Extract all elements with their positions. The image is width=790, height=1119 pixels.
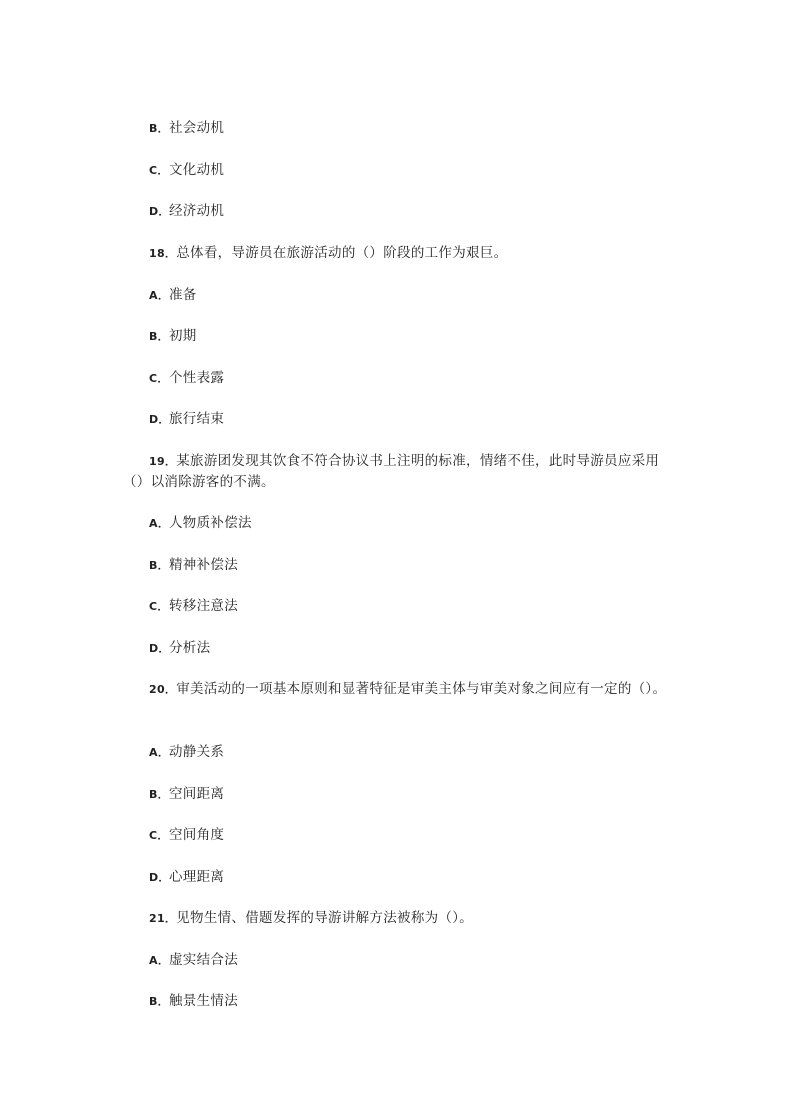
option-label: C． [149,600,169,613]
option-label: B． [149,559,169,572]
option-label: B． [149,995,169,1008]
q19-option-d [149,638,210,659]
option-text: 人物质补偿法 [169,515,252,531]
option-text: 精神补偿法 [169,557,238,573]
option-text: 分析法 [169,640,211,656]
option-text: 心理距离 [169,869,225,885]
option-text: 准备 [169,287,197,303]
option-label: B． [149,788,169,801]
question-18 [149,243,669,264]
option-label: D． [149,413,170,426]
question-number: 18． [149,247,177,260]
option-label: C． [149,829,169,842]
option-label: C． [149,164,169,177]
option-label: A． [149,746,170,759]
q20-option-a [149,742,224,763]
question-text: 审美活动的一项基本原则和显著特征是审美主体与审美对象之间应有一定的（）。 [176,681,667,697]
option-text: 个性表露 [169,370,225,386]
option-label: A． [149,517,170,530]
option-text: 触景生情法 [169,993,238,1009]
q20-option-d [149,867,224,888]
question-19 [123,451,673,493]
q18-option-b [149,326,197,347]
q19-option-c [149,596,238,617]
option-text: 空间角度 [169,827,225,843]
option-label: D． [149,871,170,884]
option-text: 空间距离 [169,786,225,802]
option-text: 虚实结合法 [169,952,238,968]
option-label: B． [149,330,169,343]
question-21 [149,908,669,929]
option-label: D． [149,205,170,218]
q20-option-b [149,784,224,805]
q18-option-d [149,409,224,430]
option-text: 旅行结束 [169,411,225,427]
question-text: 见物生情、借题发挥的导游讲解方法被称为（）。 [176,910,474,926]
option-text: 社会动机 [169,120,225,136]
question-20 [149,679,709,700]
option-text: 文化动机 [169,162,225,178]
option-text: 动静关系 [169,744,225,760]
option-label: A． [149,289,170,302]
question-text: 总体看，导游员在旅游活动的（）阶段的工作为艰巨。 [176,245,508,261]
q17-option-b [149,118,224,139]
q17-option-d [149,201,224,222]
q18-option-a [149,285,197,306]
q19-option-a [149,513,252,534]
option-label: D． [149,642,170,655]
option-label: C． [149,372,169,385]
q21-option-b [149,991,238,1012]
q20-option-c [149,825,224,846]
option-text: 转移注意法 [169,598,238,614]
option-text: 经济动机 [169,203,225,219]
q17-option-c [149,160,224,181]
question-text: 某旅游团发现其饮食不符合协议书上注明的标准，情绪不佳，此时导游员应采用（）以消除游客的不满。 [123,453,660,490]
q18-option-c [149,368,224,389]
question-number: 20． [149,683,177,696]
question-number: 19． [149,455,177,468]
option-label: A． [149,954,170,967]
q19-option-b [149,555,238,576]
q21-option-a [149,950,238,971]
option-text: 初期 [169,328,197,344]
question-number: 21． [149,912,177,925]
option-label: B． [149,122,169,135]
